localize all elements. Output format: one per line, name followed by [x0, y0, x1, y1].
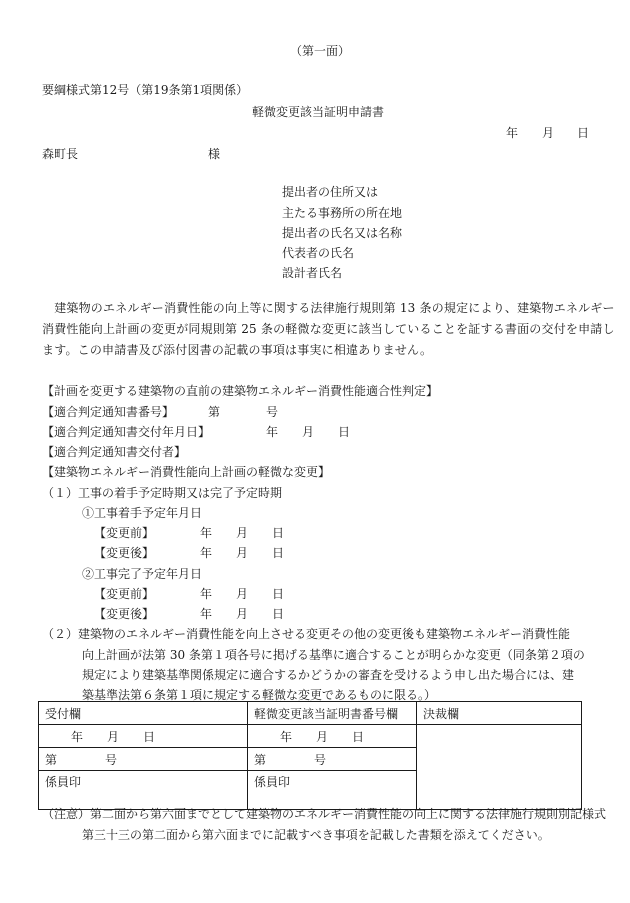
statement-line: 建築物のエネルギー消費性能の向上等に関する法律施行規則第 13 条の規定により、建築物エネルギー — [42, 301, 615, 315]
form-number: 要綱様式第12号（第19条第1項関係） — [42, 83, 249, 97]
designer-name-label: 設計者氏名 — [282, 266, 343, 280]
reception-header: 受付欄 — [39, 702, 248, 725]
applicant-address-label: 提出者の住所又は — [282, 185, 379, 199]
finish-after-month: 月 — [236, 607, 249, 621]
notice-date-label: 【適合判定通知書交付年月日】 — [42, 425, 211, 439]
certificate-number-header: 軽微変更該当証明書番号欄 — [248, 702, 417, 725]
certificate-number-cell — [248, 748, 417, 771]
date-month: 月 — [542, 126, 555, 140]
note-line: 第三十三の第二面から第六面までに記載すべき事項を記載した書類を添えてください。 — [82, 828, 550, 842]
item-2-line: 規定により建築基準関係規定に適合するかどうかの審査を受けるよう申し出た場合には、建 — [82, 668, 575, 682]
statement-line: ます。この申請書及び添付図書の記載の事項は事実に相違ありません。 — [42, 343, 433, 357]
office-use-table — [38, 701, 582, 810]
item-2-line: 向上計画が法第 30 条第１項各号に掲げる基準に適合することが明らかな変更（同条第２項の — [82, 648, 585, 662]
certificate-year: 年 — [280, 729, 293, 744]
reception-month: 月 — [107, 729, 120, 744]
representative-name-label: 代表者の氏名 — [282, 246, 355, 260]
start-after-year: 年 — [200, 546, 213, 560]
finish-after-label: 【変更後】 — [94, 607, 155, 621]
notice-number-dai: 第 — [208, 405, 221, 419]
reception-number-cell — [39, 748, 248, 771]
finish-before-month: 月 — [236, 587, 249, 601]
finish-after-year: 年 — [200, 607, 213, 621]
minor-change-heading: 【建築物エネルギー消費性能向上計画の軽微な変更】 — [42, 465, 331, 479]
reception-staff-seal: 係員印 — [39, 771, 248, 810]
start-before-day: 日 — [272, 526, 285, 540]
approval-header: 決裁欄 — [417, 702, 582, 725]
start-after-day: 日 — [272, 546, 285, 560]
notice-number-go: 号 — [266, 405, 279, 419]
certificate-date-cell — [248, 725, 417, 748]
reception-day: 日 — [143, 729, 156, 744]
certificate-go: 号 — [314, 752, 327, 767]
notice-number-label: 【適合判定通知書番号】 — [42, 405, 175, 419]
page-label: （第一面） — [290, 44, 351, 58]
addressee-honorific: 様 — [208, 147, 221, 161]
item-2-line: 築基準法第６条第１項に規定する軽微な変更であるものに限る。） — [82, 688, 437, 702]
item-1-heading: （１）工事の着手予定時期又は完了予定時期 — [42, 486, 283, 500]
date-year: 年 — [506, 126, 519, 140]
document-title: 軽微変更該当証明申請書 — [252, 105, 385, 119]
office-location-label: 主たる事務所の所在地 — [282, 206, 403, 220]
reception-date-cell — [39, 725, 248, 748]
reception-dai: 第 — [45, 752, 58, 767]
date-day: 日 — [577, 126, 590, 140]
certificate-dai: 第 — [254, 752, 267, 767]
reception-year: 年 — [71, 729, 84, 744]
notice-date-day: 日 — [338, 425, 351, 439]
prior-judgement-heading: 【計画を変更する建築物の直前の建築物エネルギー消費性能適合性判定】 — [42, 384, 439, 398]
start-before-month: 月 — [236, 526, 249, 540]
notice-issuer-label: 【適合判定通知書交付者】 — [42, 445, 187, 459]
item-2-line: （２）建築物のエネルギー消費性能を向上させる変更その他の変更後も建築物エネルギー消費性能 — [42, 627, 571, 641]
start-after-month: 月 — [236, 546, 249, 560]
notice-date-month: 月 — [302, 425, 315, 439]
approval-area — [417, 725, 582, 810]
start-before-label: 【変更前】 — [94, 526, 155, 540]
finish-after-day: 日 — [272, 607, 285, 621]
start-after-label: 【変更後】 — [94, 546, 155, 560]
finish-before-day: 日 — [272, 587, 285, 601]
reception-go: 号 — [105, 752, 118, 767]
notice-date-year: 年 — [266, 425, 279, 439]
finish-date-label: ②工事完了予定年月日 — [82, 567, 203, 581]
certificate-day: 日 — [352, 729, 365, 744]
addressee-name: 森町長 — [42, 147, 79, 161]
certificate-staff-seal: 係員印 — [248, 771, 417, 810]
finish-before-label: 【変更前】 — [94, 587, 155, 601]
statement-line: 消費性能向上計画の変更が同規則第 25 条の軽微な変更に該当していることを証する書面の交付を申請し — [42, 322, 615, 336]
note-line: （注意）第二面から第六面までとして建築物のエネルギー消費性能の向上に関する法律施行規則別記様式 — [42, 807, 607, 821]
applicant-name-label: 提出者の氏名又は名称 — [282, 226, 403, 240]
finish-before-year: 年 — [200, 587, 213, 601]
certificate-month: 月 — [316, 729, 329, 744]
application-statement — [42, 298, 615, 361]
start-date-label: ①工事着手予定年月日 — [82, 506, 203, 520]
start-before-year: 年 — [200, 526, 213, 540]
